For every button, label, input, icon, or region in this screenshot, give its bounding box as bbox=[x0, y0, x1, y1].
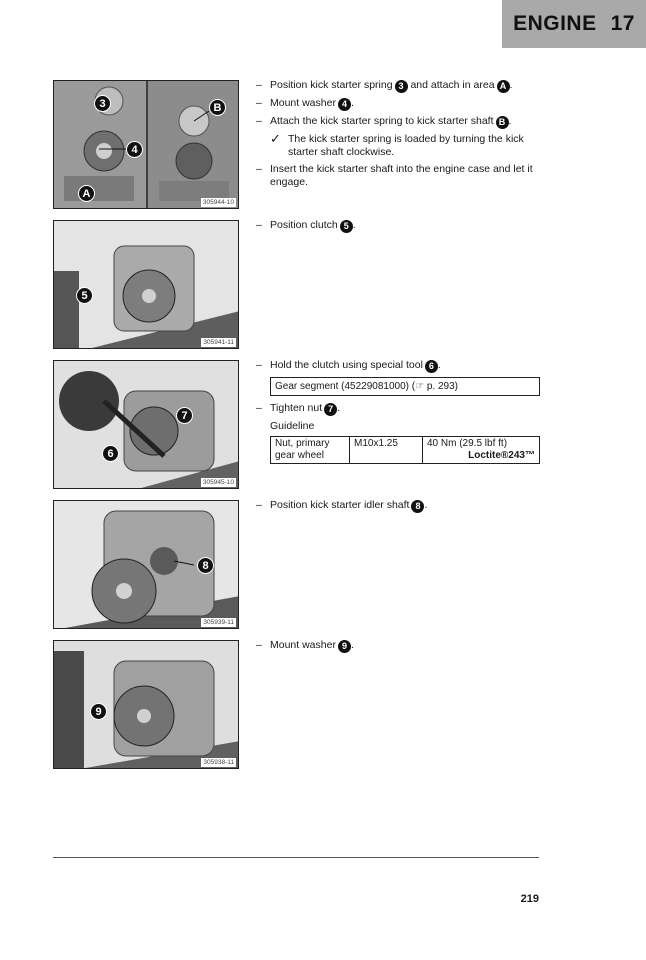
callout-A: A bbox=[78, 185, 95, 202]
guideline-label: Guideline bbox=[270, 420, 315, 432]
photo-id: 305938-11 bbox=[203, 759, 234, 766]
step: – Position kick starter spring 3 and attach in area A . bbox=[256, 79, 513, 91]
photo-clutch-tool bbox=[53, 360, 239, 489]
photo-id: 305945-10 bbox=[202, 479, 234, 486]
special-tool-box: Gear segment (45229081000) (☞ p. 293) bbox=[270, 377, 540, 396]
spec-thread: M10x1.25 bbox=[350, 437, 423, 464]
step: – Mount washer 4 . bbox=[256, 97, 354, 109]
step: – Position clutch 5 . bbox=[256, 219, 356, 231]
inline-callout: 6 bbox=[425, 360, 438, 373]
inline-callout: B bbox=[496, 116, 509, 129]
page-number: 219 bbox=[520, 893, 539, 905]
step: – Tighten nut 7 . bbox=[256, 402, 341, 414]
engine-photo-image bbox=[54, 641, 239, 769]
photo-clutch bbox=[53, 220, 239, 349]
inline-callout: 4 bbox=[338, 98, 351, 111]
section-2-instructions bbox=[256, 219, 540, 237]
engine-photo-image bbox=[54, 361, 239, 489]
callout-5: 5 bbox=[76, 287, 93, 304]
step: – Mount washer 9 . bbox=[256, 639, 354, 651]
photo-id: 305941-11 bbox=[203, 339, 234, 346]
photo-washer bbox=[53, 640, 239, 769]
section-1-instructions bbox=[256, 79, 540, 193]
inline-callout: A bbox=[497, 80, 510, 93]
callout-B: B bbox=[209, 99, 226, 116]
inline-callout: 3 bbox=[395, 80, 408, 93]
torque-value: 40 Nm (29.5 lbf ft) bbox=[427, 438, 508, 449]
inline-callout: 5 bbox=[340, 220, 353, 233]
photo-id: 305939-11 bbox=[203, 619, 234, 626]
callout-8: 8 bbox=[197, 557, 214, 574]
chapter-number: 17 bbox=[610, 12, 635, 35]
callout-6: 6 bbox=[102, 445, 119, 462]
footer-divider bbox=[53, 857, 539, 858]
inline-callout: 9 bbox=[338, 640, 351, 653]
chapter-title: ENGINE bbox=[513, 12, 597, 35]
inline-callout: 8 bbox=[411, 500, 424, 513]
step: – Attach the kick starter spring to kick starter shaft B . bbox=[256, 115, 512, 127]
step: – Hold the clutch using special tool 6 . bbox=[256, 359, 441, 371]
inline-callout: 7 bbox=[324, 403, 337, 416]
step: – Insert the kick starter shaft into the engine case and let it engage. bbox=[256, 163, 533, 188]
callout-4: 4 bbox=[126, 141, 143, 158]
checkmark-icon: ✓ bbox=[270, 131, 281, 146]
torque-spec-table bbox=[270, 436, 540, 464]
step-result: ✓ The kick starter spring is loaded by turning the kick starter shaft clockwise. bbox=[270, 131, 524, 158]
table-row bbox=[271, 437, 540, 464]
photo-idler-shaft bbox=[53, 500, 239, 629]
callout-7: 7 bbox=[176, 407, 193, 424]
photo-kick-starter bbox=[53, 80, 239, 209]
engine-photo-image bbox=[54, 221, 239, 349]
spec-name: Nut, primary gear wheel bbox=[271, 437, 350, 464]
section-4-instructions bbox=[256, 499, 540, 517]
loctite-label: Loctite®243™ bbox=[468, 450, 535, 461]
section-5-instructions bbox=[256, 639, 540, 657]
callout-9: 9 bbox=[90, 703, 107, 720]
photo-id: 305944-10 bbox=[202, 199, 234, 206]
section-3-instructions bbox=[256, 359, 540, 464]
spec-torque bbox=[423, 437, 540, 464]
step: – Position kick starter idler shaft 8 . bbox=[256, 499, 428, 511]
chapter-header bbox=[502, 0, 646, 48]
callout-3: 3 bbox=[94, 95, 111, 112]
